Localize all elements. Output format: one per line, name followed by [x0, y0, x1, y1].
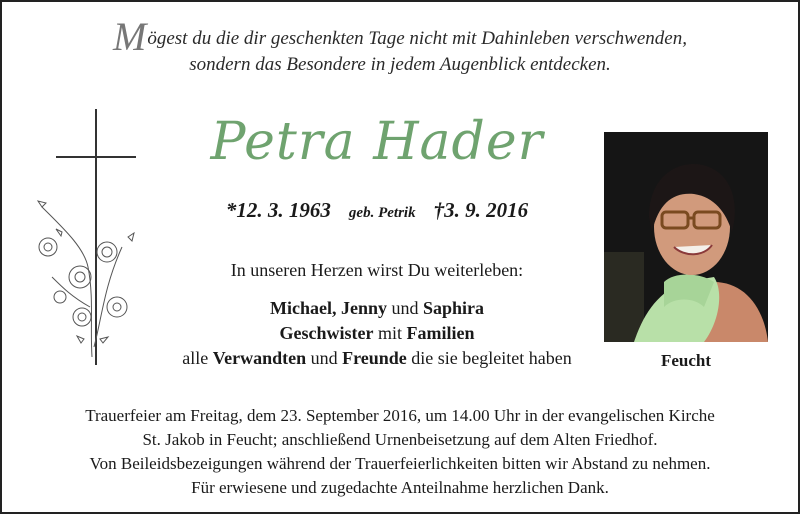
footer-line-3: Von Beileidsbezeigungen während der Trauerfeierlichkeiten bitten wir Abstand zu nehmen. — [89, 454, 711, 473]
conjunction: und — [306, 348, 343, 368]
mourners-line-3 — [132, 346, 622, 371]
birth-date: *12. 3. 1963 — [225, 198, 331, 222]
prefix-text: alle — [182, 348, 213, 368]
suffix-text: die sie begleitet haben — [406, 348, 572, 368]
mourners — [132, 296, 622, 371]
remembrance-line: In unseren Herzen wirst Du weiterleben: — [230, 260, 524, 280]
maiden-name: geb. Petrik — [348, 205, 416, 221]
mourner-names-2: Saphira — [422, 298, 485, 318]
mourners-line-1 — [132, 296, 622, 321]
ceremony-details — [22, 404, 778, 500]
quote-initial: M — [113, 14, 147, 59]
mourner-friends: Freunde — [342, 348, 407, 368]
mourner-siblings: Geschwister — [279, 323, 374, 343]
footer-line-4: Für erwiesene und zugedachte Anteilnahme herzlichen Dank. — [191, 478, 609, 497]
mourner-families: Familien — [406, 323, 475, 343]
footer-line-2: St. Jakob in Feucht; anschließend Urnenbeisetzung auf dem Alten Friedhof. — [142, 430, 658, 449]
quote-line-2: sondern das Besondere in jedem Augenblick entdecken. — [189, 54, 611, 75]
quote — [42, 14, 758, 78]
quote-line-1: ögest du die dir geschenkten Tage nicht mit Dahinleben verschwenden, — [147, 28, 687, 49]
conjunction: und — [386, 298, 423, 318]
portrait-photo — [604, 132, 768, 342]
death-date: †3. 9. 2016 — [433, 198, 529, 222]
mourner-names-1: Michael, Jenny — [269, 298, 387, 318]
conjunction: mit — [373, 323, 407, 343]
footer-line-1: Trauerfeier am Freitag, dem 23. September 2016, um 14.00 Uhr in der evangelischen Kirche — [85, 406, 715, 425]
mourner-relatives: Verwandten — [212, 348, 307, 368]
photo-caption: Feucht — [660, 351, 712, 370]
mourners-line-2 — [132, 321, 622, 346]
life-dates — [192, 198, 562, 223]
deceased-name: Petra Hader — [210, 112, 544, 172]
